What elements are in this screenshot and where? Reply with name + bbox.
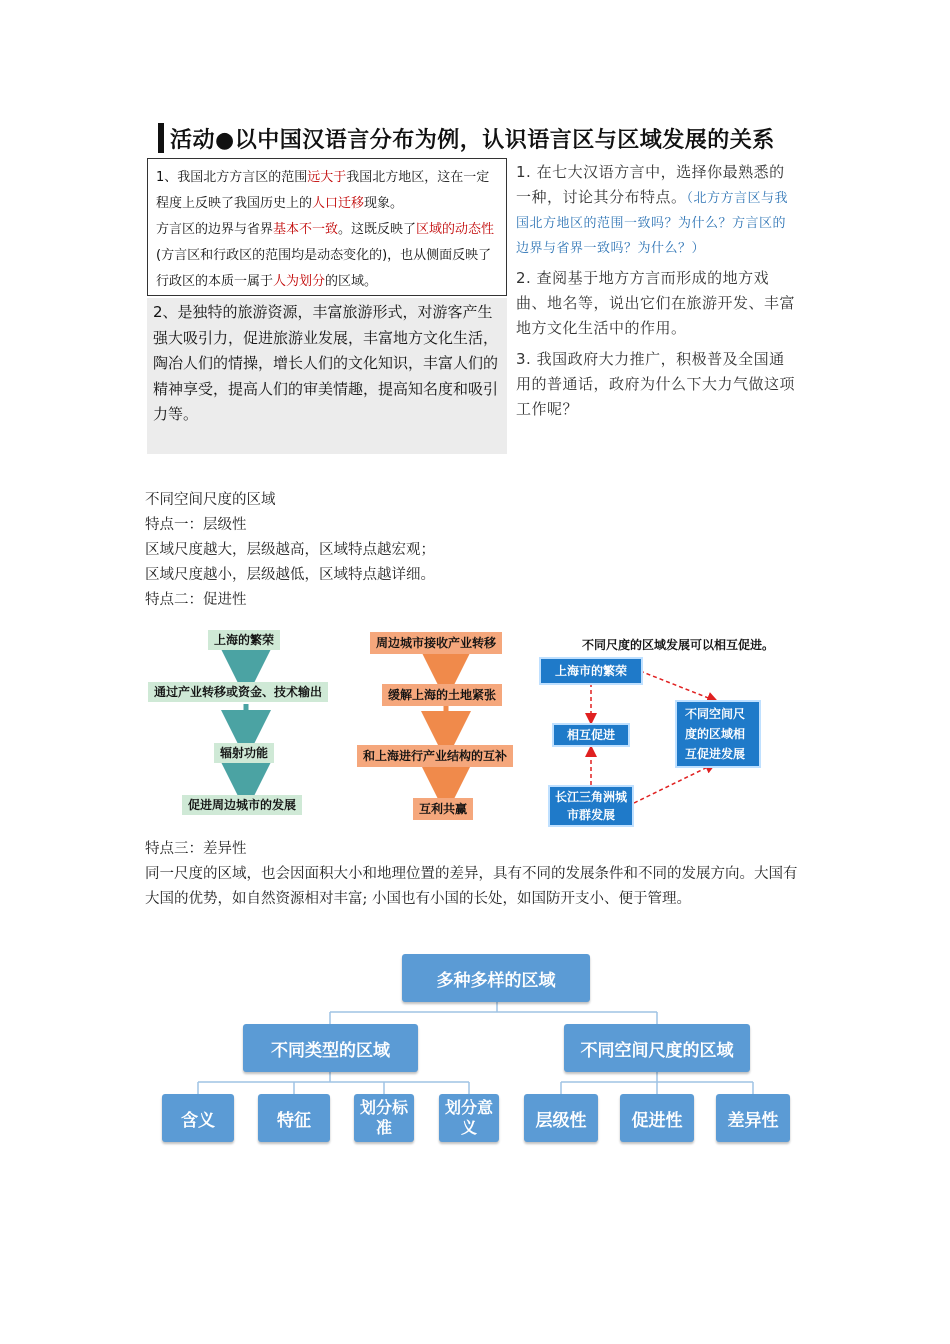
green-flow-step-4: 促进周边城市的发展	[182, 795, 302, 815]
answer1-highlight: 基本不一致	[273, 222, 339, 237]
blue-flow-mutual: 相互促进	[552, 723, 630, 747]
orange-flow-step-3: 和上海进行产业结构的互补	[357, 745, 513, 767]
question-2: 2. 查阅基于地方方言而形成的地方戏曲、地名等，说出它们在旅游开发、丰富地方文化生活中的作用。	[516, 269, 796, 337]
blue-flow-shanghai: 上海市的繁荣	[539, 657, 643, 685]
mindmap-leaf-significance: 划分意义	[439, 1094, 499, 1142]
mindmap-root: 多种多样的区域	[402, 954, 590, 1002]
answer1-text: 1、我国北方方言区的范围	[156, 170, 308, 185]
mindmap-leaf-difference: 差异性	[716, 1094, 790, 1142]
answer-box-2: 2、是独特的旅游资源，丰富旅游形式，对游客产生强大吸引力，促进旅游业发展，丰富地方文化生活，陶冶人们的情操，增长人们的文化知识，丰富人们的精神享受，提高人们的审美情趣，提高知名度和吸引力等。	[147, 298, 507, 454]
answer1-highlight: 人为划分	[273, 274, 326, 289]
green-flow-step-3: 辐射功能	[214, 743, 274, 763]
trait-2-heading: 特点二：促进性	[145, 592, 247, 608]
blue-flow-caption: 不同尺度的区域发展可以相互促进。	[582, 638, 775, 652]
trait-1-line-1: 区域尺度越大，层级越高，区域特点越宏观；	[145, 542, 435, 558]
mindmap-leaf-hierarchy: 层级性	[524, 1094, 598, 1142]
answer1-text: 的区域。	[325, 274, 378, 289]
orange-flow-step-2: 缓解上海的土地紧张	[382, 684, 502, 706]
answer1-text: (方言区和行政区的范围均是动态变化的)，也从侧面反映了行政区的本质一属于	[156, 248, 492, 289]
answer1-text: 方言区的边界与省界	[156, 222, 274, 237]
mindmap-branch-scales: 不同空间尺度的区域	[564, 1024, 750, 1072]
mindmap-leaf-promotion: 促进性	[620, 1094, 694, 1142]
trait-3-paragraph: 同一尺度的区域，也会因面积大小和地理位置的差异，具有不同的发展条件和不同的发展方向。大国有大国的优势，如自然资源相对丰富; 小国也有小国的长处，如国防开支小、便于管理。	[145, 866, 798, 907]
activity-title-text: 活动●以中国汉语言分布为例，认识语言区与区域发展的关系	[170, 127, 775, 153]
question-3: 3. 我国政府大力推广，积极普及全国通用的普通话，政府为什么下大力气做这项工作呢？	[516, 350, 796, 418]
blue-flow-result: 不同空间尺度的区域相互促进发展	[675, 700, 761, 768]
dashed-arrow	[634, 764, 714, 803]
green-flow-step-1: 上海的繁荣	[208, 630, 280, 650]
orange-flow-step-1: 周边城市接收产业转移	[370, 632, 502, 654]
blue-flow-delta: 长江三角洲城市群发展	[548, 785, 634, 827]
section-heading: 不同空间尺度的区域	[145, 492, 276, 508]
orange-flow-step-4: 互利共赢	[413, 798, 473, 820]
green-flow-step-2: 通过产业转移或资金、技术输出	[148, 682, 328, 702]
answer1-highlight: 远大于	[307, 170, 347, 185]
dashed-arrow	[640, 671, 716, 701]
question-1-text: 1. 在七大汉语方言中，选择你最熟悉的一种，讨论其分布特点。	[516, 163, 785, 206]
mindmap-leaf-criteria: 划分标准	[354, 1094, 414, 1142]
trait-1-line-2: 区域尺度越小，层级越低，区域特点越详细。	[145, 567, 435, 583]
trait-1-heading: 特点一：层级性	[145, 517, 247, 533]
mindmap-leaf-features: 特征	[258, 1094, 330, 1142]
answer1-highlight: 区域的动态性	[416, 222, 495, 237]
mindmap-branch-types: 不同类型的区域	[243, 1024, 418, 1072]
question-1-hint: （北方方言区与我国北方地区的范围一致吗？为什么？方言区的边界与省界一致吗？为什么？）	[516, 191, 789, 256]
answer1-text: 现象。	[364, 196, 404, 211]
answer1-text: 。这既反映了	[338, 222, 417, 237]
mindmap-leaf-meaning: 含义	[162, 1094, 234, 1142]
answer1-highlight: 人口迁移	[312, 196, 365, 211]
trait-3-heading: 特点三：差异性	[145, 841, 247, 857]
answer1-text: 我国北方地区，这在一定程度上反映了我国历史上的	[156, 170, 490, 211]
